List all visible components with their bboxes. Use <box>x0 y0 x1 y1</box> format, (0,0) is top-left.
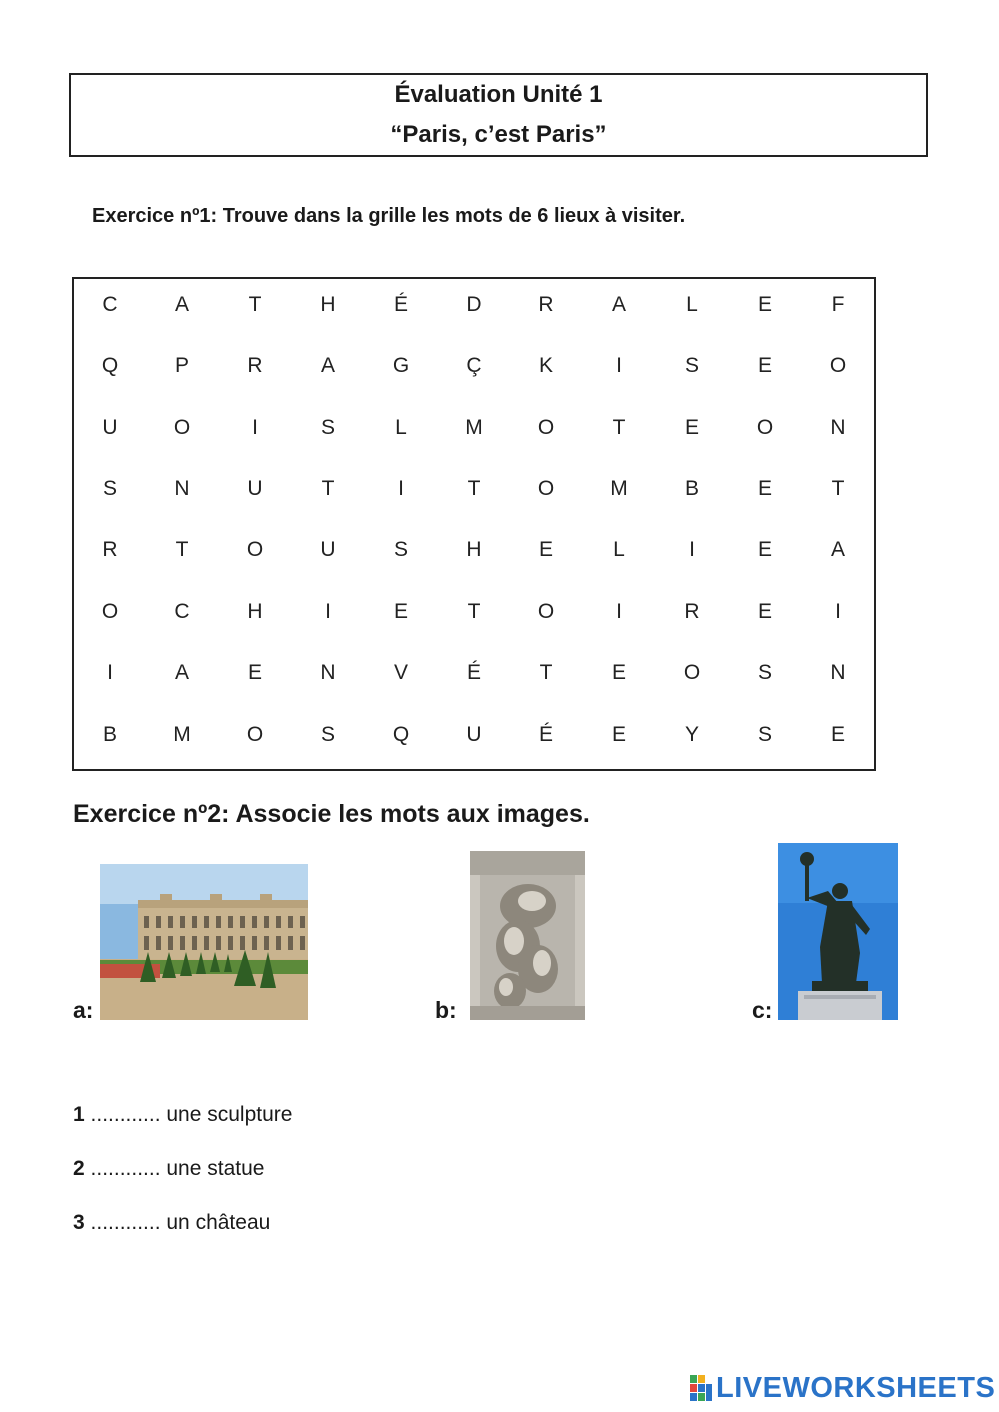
image-b-label: b: <box>435 997 457 1023</box>
grid-cell[interactable]: A <box>611 293 626 316</box>
grid-cell[interactable]: C <box>174 600 190 623</box>
grid-row <box>74 658 874 688</box>
grid-cell[interactable]: E <box>757 538 772 561</box>
association-text: ............ une sculpture <box>90 1103 293 1126</box>
grid-cell[interactable]: C <box>102 293 118 316</box>
grid-cell[interactable]: O <box>829 354 847 377</box>
word-search-grid <box>72 277 876 771</box>
grid-cell[interactable]: I <box>398 477 404 500</box>
association-item-1 <box>73 1102 292 1128</box>
grid-row <box>74 597 874 627</box>
grid-cell[interactable]: É <box>538 723 553 746</box>
grid-cell[interactable]: S <box>757 723 772 746</box>
grid-cell[interactable]: O <box>246 538 264 561</box>
grid-cell[interactable]: B <box>684 477 699 500</box>
image-a-label: a: <box>73 997 94 1023</box>
page-subtitle: “Paris, c’est Paris” <box>390 121 607 148</box>
page-title: Évaluation Unité 1 <box>394 81 603 108</box>
grid-cell[interactable]: T <box>467 477 481 500</box>
grid-cell[interactable]: E <box>611 723 626 746</box>
grid-cell[interactable]: E <box>830 723 845 746</box>
arc-sculpture-photo <box>470 851 585 1020</box>
grid-cell[interactable]: A <box>320 354 335 377</box>
grid-cell[interactable]: Ç <box>466 354 482 377</box>
grid-cell[interactable]: E <box>757 293 772 316</box>
grid-cell[interactable]: I <box>616 354 622 377</box>
association-number: 2 <box>73 1157 85 1180</box>
grid-cell[interactable]: V <box>393 661 408 684</box>
association-item-2 <box>73 1156 264 1182</box>
image-c-label: c: <box>752 997 773 1023</box>
republique-statue-photo <box>778 843 898 1020</box>
liveworksheets-logo-icon <box>690 1375 712 1401</box>
grid-cell[interactable]: T <box>175 538 189 561</box>
grid-row <box>74 474 874 504</box>
association-number: 1 <box>73 1103 85 1126</box>
grid-cell[interactable]: T <box>539 661 553 684</box>
grid-cell[interactable]: S <box>320 723 335 746</box>
grid-cell[interactable]: N <box>830 661 846 684</box>
grid-cell[interactable]: I <box>616 600 622 623</box>
grid-cell[interactable]: R <box>247 354 263 377</box>
grid-cell[interactable]: R <box>538 293 554 316</box>
grid-row <box>74 351 874 381</box>
grid-cell[interactable]: P <box>174 354 189 377</box>
grid-cell[interactable]: O <box>537 477 555 500</box>
grid-cell[interactable]: E <box>247 661 262 684</box>
grid-cell[interactable]: T <box>467 600 481 623</box>
grid-cell[interactable]: I <box>252 416 258 439</box>
association-text: ............ une statue <box>90 1157 265 1180</box>
grid-cell[interactable]: I <box>107 661 113 684</box>
grid-cell[interactable]: N <box>320 661 336 684</box>
grid-cell[interactable]: E <box>538 538 553 561</box>
grid-cell[interactable]: H <box>247 600 263 623</box>
grid-cell[interactable]: E <box>611 661 626 684</box>
grid-cell[interactable]: A <box>174 661 189 684</box>
grid-cell[interactable]: O <box>537 416 555 439</box>
liveworksheets-logo-text: LIVEWORKSHEETS <box>716 1371 996 1404</box>
grid-cell[interactable]: H <box>320 293 336 316</box>
grid-cell[interactable]: L <box>613 538 625 561</box>
grid-cell[interactable]: L <box>395 416 407 439</box>
chateau-versailles-photo <box>100 864 308 1020</box>
grid-cell[interactable]: H <box>466 538 482 561</box>
grid-cell[interactable]: O <box>173 416 191 439</box>
grid-cell[interactable]: O <box>537 600 555 623</box>
grid-cell[interactable]: A <box>830 538 845 561</box>
grid-cell[interactable]: T <box>612 416 626 439</box>
grid-cell[interactable]: Y <box>684 723 699 746</box>
grid-cell[interactable]: D <box>466 293 482 316</box>
grid-cell[interactable]: M <box>465 416 483 439</box>
grid-cell[interactable]: O <box>683 661 701 684</box>
grid-cell[interactable]: K <box>538 354 553 377</box>
grid-cell[interactable]: M <box>173 723 191 746</box>
grid-cell[interactable]: A <box>174 293 189 316</box>
grid-cell[interactable]: N <box>174 477 190 500</box>
grid-cell[interactable]: U <box>466 723 482 746</box>
grid-cell[interactable]: N <box>830 416 846 439</box>
grid-cell[interactable]: F <box>831 293 845 316</box>
grid-cell[interactable]: O <box>101 600 119 623</box>
grid-cell[interactable]: S <box>102 477 117 500</box>
grid-cell[interactable]: S <box>684 354 699 377</box>
grid-cell[interactable]: T <box>248 293 262 316</box>
grid-cell[interactable]: G <box>392 354 410 377</box>
grid-cell[interactable]: O <box>246 723 264 746</box>
grid-cell[interactable]: E <box>684 416 699 439</box>
grid-cell[interactable]: É <box>393 293 408 316</box>
grid-cell[interactable]: É <box>466 661 481 684</box>
grid-cell[interactable]: I <box>689 538 695 561</box>
grid-cell[interactable]: E <box>757 477 772 500</box>
grid-cell[interactable]: U <box>102 416 118 439</box>
grid-cell[interactable]: O <box>756 416 774 439</box>
grid-cell[interactable]: R <box>102 538 118 561</box>
grid-cell[interactable]: T <box>321 477 335 500</box>
grid-cell[interactable]: S <box>393 538 408 561</box>
grid-cell[interactable]: E <box>757 354 772 377</box>
grid-cell[interactable]: U <box>320 538 336 561</box>
grid-cell[interactable]: E <box>757 600 772 623</box>
grid-row <box>74 720 874 750</box>
grid-cell[interactable]: Q <box>101 354 119 377</box>
grid-row <box>74 413 874 443</box>
grid-cell[interactable]: Q <box>392 723 410 746</box>
grid-cell[interactable]: S <box>320 416 335 439</box>
grid-row <box>74 535 874 565</box>
title-box <box>69 73 928 157</box>
grid-cell[interactable]: I <box>835 600 841 623</box>
association-text: ............ un château <box>90 1211 271 1234</box>
grid-cell[interactable]: E <box>393 600 408 623</box>
grid-cell[interactable]: B <box>102 723 117 746</box>
association-number: 3 <box>73 1211 85 1234</box>
grid-row <box>74 290 874 320</box>
liveworksheets-logo <box>690 1372 995 1404</box>
grid-cell[interactable]: M <box>610 477 628 500</box>
exercise1-title: Exercice nº1: Trouve dans la grille les mots de 6 lieux à visiter. <box>92 205 686 227</box>
grid-cell[interactable]: U <box>247 477 263 500</box>
grid-cell[interactable]: R <box>684 600 700 623</box>
grid-cell[interactable]: I <box>325 600 331 623</box>
exercise2-title: Exercice nº2: Associe les mots aux images. <box>73 800 590 828</box>
grid-cell[interactable]: L <box>686 293 698 316</box>
association-item-3 <box>73 1210 270 1236</box>
grid-cell[interactable]: S <box>757 661 772 684</box>
grid-cell[interactable]: T <box>831 477 845 500</box>
